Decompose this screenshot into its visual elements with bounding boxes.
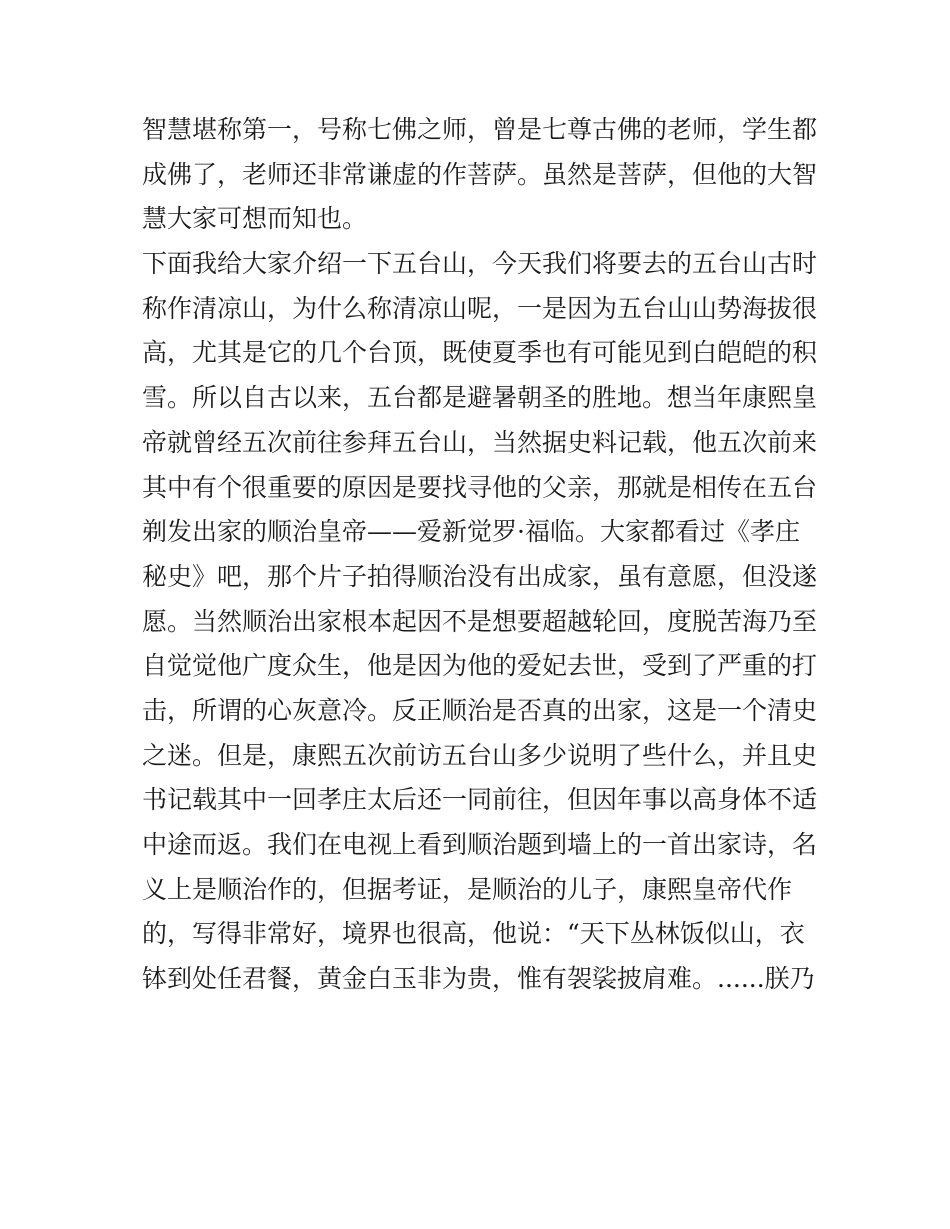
body-text [142, 108, 822, 1002]
text-line: 下面我给大家介绍一下五台山，今天我们将要去的五台山古时 [142, 249, 818, 279]
text-line: 称作清凉山，为什么称清凉山呢，一是因为五台山山势海拔很 [142, 293, 818, 323]
text-line: 书记载其中一回孝庄太后还一同前往，但因年事以高身体不适 [142, 785, 818, 815]
text-line: 帝就曾经五次前往参拜五台山，当然据史料记载，他五次前来 [142, 427, 818, 457]
text-line: 剃发出家的顺治皇帝——爱新觉罗·福临。大家都看过《孝庄 [142, 517, 800, 547]
text-line: 成佛了，老师还非常谦虚的作菩萨。虽然是菩萨，但他的大智 [142, 159, 818, 189]
text-line: 秘史》吧，那个片子拍得顺治没有出成家，虽有意愿，但没遂 [142, 561, 818, 591]
text-line: 愿。当然顺治出家根本起因不是想要超越轮回，度脱苦海乃至 [142, 606, 818, 636]
text-line: 钵到处任君餐，黄金白玉非为贵，惟有袈裟披肩难。......朕乃 [142, 964, 815, 994]
text-line: 自觉觉他广度众生，他是因为他的爱妃去世，受到了严重的打 [142, 651, 818, 681]
text-line: 雪。所以自古以来，五台都是避暑朝圣的胜地。想当年康熙皇 [142, 383, 818, 413]
text-line: 智慧堪称第一，号称七佛之师，曾是七尊古佛的老师，学生都 [142, 115, 818, 144]
text-line: 其中有个很重要的原因是要找寻他的父亲，那就是相传在五台 [142, 472, 818, 502]
text-line: 高，尤其是它的几个台顶，既使夏季也有可能见到白皑皑的积 [142, 338, 818, 368]
text-line: 之迷。但是，康熙五次前访五台山多少说明了些什么，并且史 [142, 740, 818, 770]
text-line: 的，写得非常好，境界也很高，他说：“天下丛林饭似山，衣 [142, 919, 805, 949]
text-line: 义上是顺治作的，但据考证，是顺治的儿子，康熙皇帝代作 [142, 874, 793, 904]
text-line: 中途而返。我们在电视上看到顺治题到墙上的一首出家诗，名 [142, 830, 818, 859]
text-line: 击，所谓的心灰意冷。反正顺治是否真的出家，这是一个清史 [142, 695, 818, 725]
text-line: 慧大家可想而知也。 [142, 204, 368, 234]
